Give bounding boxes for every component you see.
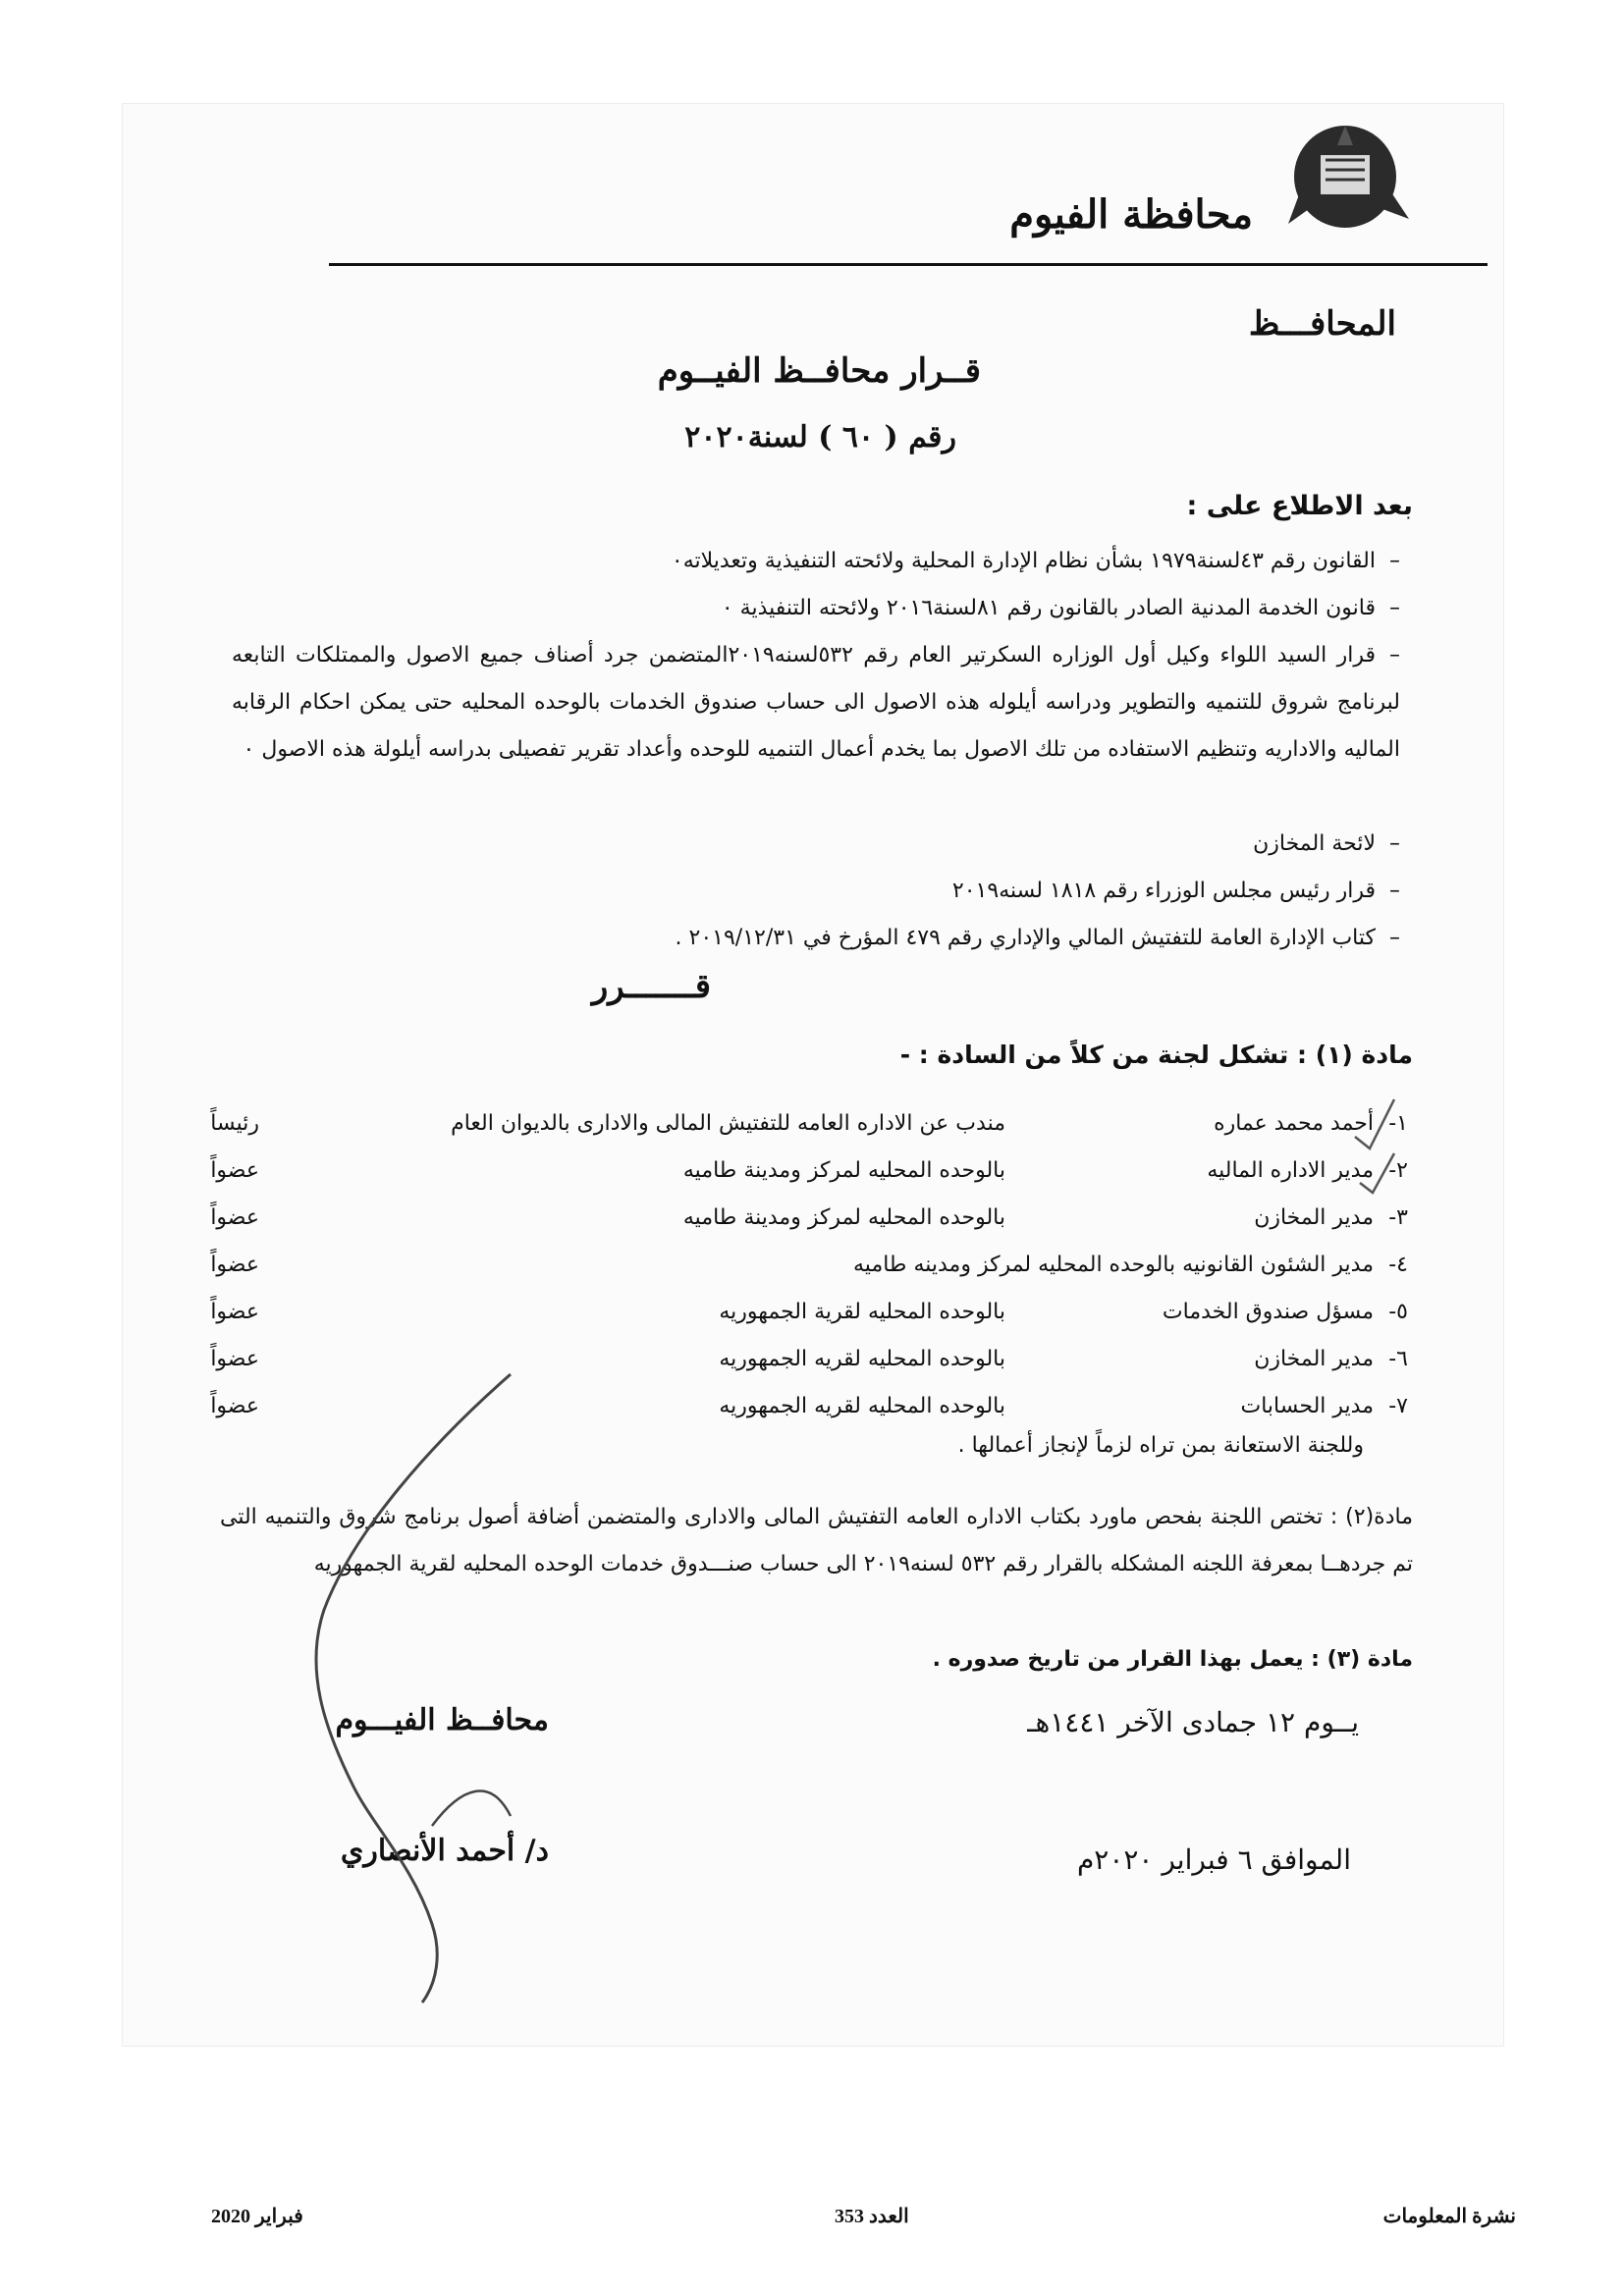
member-name: أحمد محمد عماره [1214,1111,1374,1136]
member-role: رئيساً [210,1111,259,1136]
member-desc: بالوحده المحليه لمركز ومدينة طاميه [682,1205,1005,1230]
member-number: ٦- [1388,1347,1408,1371]
signatory-name: د/ أحمد الأنصاري [340,1834,549,1868]
member-role: عضواً [210,1253,259,1277]
member-name: مسؤل صندوق الخدمات [1162,1300,1374,1324]
article-2: مادة(٢) : تختص اللجنة بفحص ماورد بكتاب الاداره العامه التفتيش المالى والادارى والمتضمن أضافة أصول برنامج شروق والتنميه التى تم جردهــا بمعرفة اللجنه المشكله بالقرار رقم ٥٣٢ لسنه٢٠١٩ الى حساب صنـــدوق خدمات الوحده المحليه لقرية الجمهوريه [220,1505,1413,1576]
member-role: عضواً [210,1205,259,1230]
member-name: مدير الحسابات [1240,1394,1374,1418]
member-desc: بالوحده المحليه لقريه الجمهوريه [719,1394,1005,1418]
office-label: المحافـــظ [1248,304,1396,344]
decision-title: قــرار محافــظ الفيــوم [657,351,981,391]
article-1-heading: مادة (١) : تشكل لجنة من كلاً من السادة : - [899,1041,1413,1069]
preamble-item: –قرار السيد اللواء وكيل أول الوزاره السكرتير العام رقم ٥٣٢لسنه٢٠١٩المتضمن جرد أصناف جميع الاصول والممتلكات التابعه لبرنامج شروق للتنميه والتطوير ودراسه أيلوله هذه الاصول الى حساب صندوق الخدمات بالوحده المحليه حتى يمكن احكام الرقابه الماليه والاداريه وتنظيم الاستفاده من تلك الاصول بما يخدم أعمال التنميه للوحده وأعداد تقرير تفصيلى بدراسه أيلولة هذه الاصول ٠ [232,643,1400,762]
member-name: مدير المخازن [1254,1205,1374,1230]
preamble-item: –لائحة المخازن [1253,831,1400,856]
member-role: عضواً [210,1300,259,1324]
member-name: مدير الاداره الماليه [1207,1158,1374,1183]
member-desc: مندب عن الاداره العامه للتفتيش المالى والادارى بالديوان العام [451,1111,1005,1136]
member-number: ٥- [1388,1300,1408,1324]
footer-publication: نشرة المعلومات [1382,2206,1516,2227]
footer-date: فبراير 2020 [211,2206,303,2227]
article-1-closing: وللجنة الاستعانة بمن تراه لزماً لإنجاز أعمالها . [957,1433,1364,1458]
preamble-item: –كتاب الإدارة العامة للتفتيش المالي والإداري رقم ٤٧٩ المؤرخ في ٢٠١٩/١٢/٣١ . [675,926,1400,950]
member-name: مدير الشئون القانونيه بالوحده المحليه لمركز ومدينه طاميه [853,1253,1374,1277]
member-role: عضواً [210,1347,259,1371]
member-number: ٤- [1388,1253,1408,1277]
member-number: ٣- [1388,1205,1408,1230]
governorate-emblem-icon [1276,116,1424,243]
scanned-document [122,103,1504,2047]
member-desc: بالوحده المحليه لقرية الجمهوريه [719,1300,1005,1324]
member-number: ١- [1388,1111,1408,1136]
member-desc: بالوحده المحليه لمركز ومدينة طاميه [682,1158,1005,1183]
decides-heading: قـــــــرر [591,967,711,1006]
signature-title: محافــظ الفيـــوم [335,1703,549,1737]
governorate-name: محافظة الفيوم [1009,191,1253,238]
preamble-item: –القانون رقم ٤٣لسنة١٩٧٩ بشأن نظام الإدارة المحلية ولائحته التنفيذية وتعديلاته٠ [671,549,1400,573]
member-role: عضواً [210,1394,259,1418]
footer-issue: العدد 353 [835,2206,909,2227]
member-desc: بالوحده المحليه لقريه الجمهوريه [719,1347,1005,1371]
member-name: مدير المخازن [1254,1347,1374,1371]
member-number: ٧- [1388,1394,1408,1418]
preamble-item: –قرار رئيس مجلس الوزراء رقم ١٨١٨ لسنه٢٠١٩ [951,879,1400,903]
gregorian-date: الموافق ٦ فبراير ٢٠٢٠م [1076,1843,1351,1876]
hijri-date: يــوم ١٢ جمادى الآخر ١٤٤١هـ [1027,1706,1359,1738]
article-3: مادة (٣) : يعمل بهذا القرار من تاريخ صدوره . [932,1647,1413,1672]
header-divider [329,263,1488,266]
decision-number: رقم ( ٦٠ ) لسنة٢٠٢٠ [684,420,956,454]
preamble-item: –قانون الخدمة المدنية الصادر بالقانون رقم ٨١لسنة٢٠١٦ ولائحته التنفيذية ٠ [721,596,1400,620]
preamble-heading: بعد الاطلاع على : [1186,491,1413,521]
member-role: عضواً [210,1158,259,1183]
member-number: ٢- [1388,1158,1408,1183]
